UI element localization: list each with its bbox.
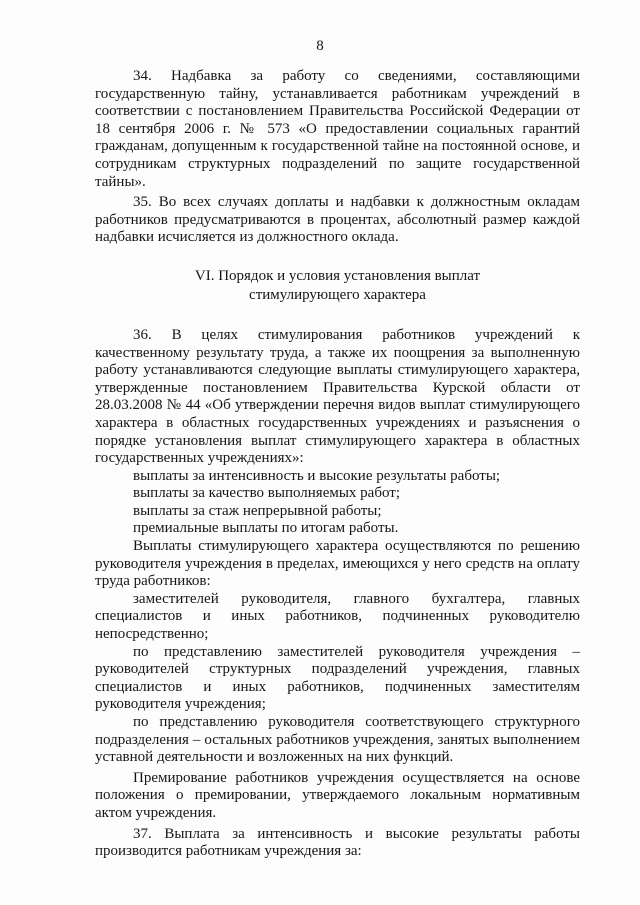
document-body: [95, 68, 580, 861]
paragraph-37: 37. Выплата за интенсивность и высокие результаты работы производится работникам учреждения за:: [95, 825, 580, 860]
sub-item-other-workers: по представлению руководителя соответствующего структурного подразделения – остальных работников учреждения, занятых выполнением уставной деятельности и возложенных на них функций.: [95, 714, 580, 766]
paragraph-decision: Выплаты стимулирующего характера осуществляются по решению руководителя учреждения в пределах, имеющихся у него средств на оплату труда работников:: [95, 538, 580, 590]
paragraph-35: 35. Во всех случаях доплаты и надбавки к должностным окладам работников предусматриваются в процентах, абсолютный размер каждой надбавки исчисляется из должностного оклада.: [95, 194, 580, 246]
sub-item-department-heads: по представлению заместителей руководителя учреждения – руководителей структурных подразделений учреждения, главных специалистов и иных работников, подчиненных заместителям руководителя учреждения;: [95, 643, 580, 713]
list-item-seniority: выплаты за стаж непрерывной работы;: [133, 502, 382, 519]
sub-item-deputies: заместителей руководителя, главного бухгалтера, главных специалистов и иных работников, подчиненных руководителю непосредственно;: [95, 590, 580, 643]
list-item-quality: выплаты за качество выполняемых работ;: [133, 485, 400, 502]
paragraph-34: 34. Надбавка за работу со сведениями, составляющими государственную тайну, устанавливается работникам учреждений в соответствии с постановлением Правительства Российской Федерации от 18 сентября 2006 г. № 573 «О предоставлении социальных гарантий гражданам, допущенным к государственной тайне на постоянной основе, и сотрудникам структурных подразделений по защите государственной тайны».: [95, 68, 580, 190]
section-heading-line-2: стимулирующего характера: [249, 286, 426, 303]
page-number: 8: [316, 38, 324, 54]
paragraph-36: 36. В целях стимулирования работников учреждений к качественному результату труда, а также их поощрения за выполненную работу устанавливаются следующие выплаты стимулирующего характера, утвержденные постановлением Правительства Курской области от 28.03.2008 № 44 «Об утверждении перечня видов выплат стимулирующего характера в областных государственных учреждениях и разъяснения о порядке установления выплат стимулирующего характера в областных государственных учреждениях»:: [95, 326, 580, 467]
list-item-bonus: премиальные выплаты по итогам работы.: [133, 520, 399, 537]
list-item-intensity: выплаты за интенсивность и высокие результаты работы;: [133, 467, 501, 484]
paragraph-bonus-regulation: Премирование работников учреждения осуществляется на основе положения о премировании, утверждаемого локальным нормативным актом учреждения.: [95, 769, 580, 821]
section-heading: [95, 267, 580, 305]
section-heading-line-1: VI. Порядок и условия установления выплат: [194, 267, 481, 284]
